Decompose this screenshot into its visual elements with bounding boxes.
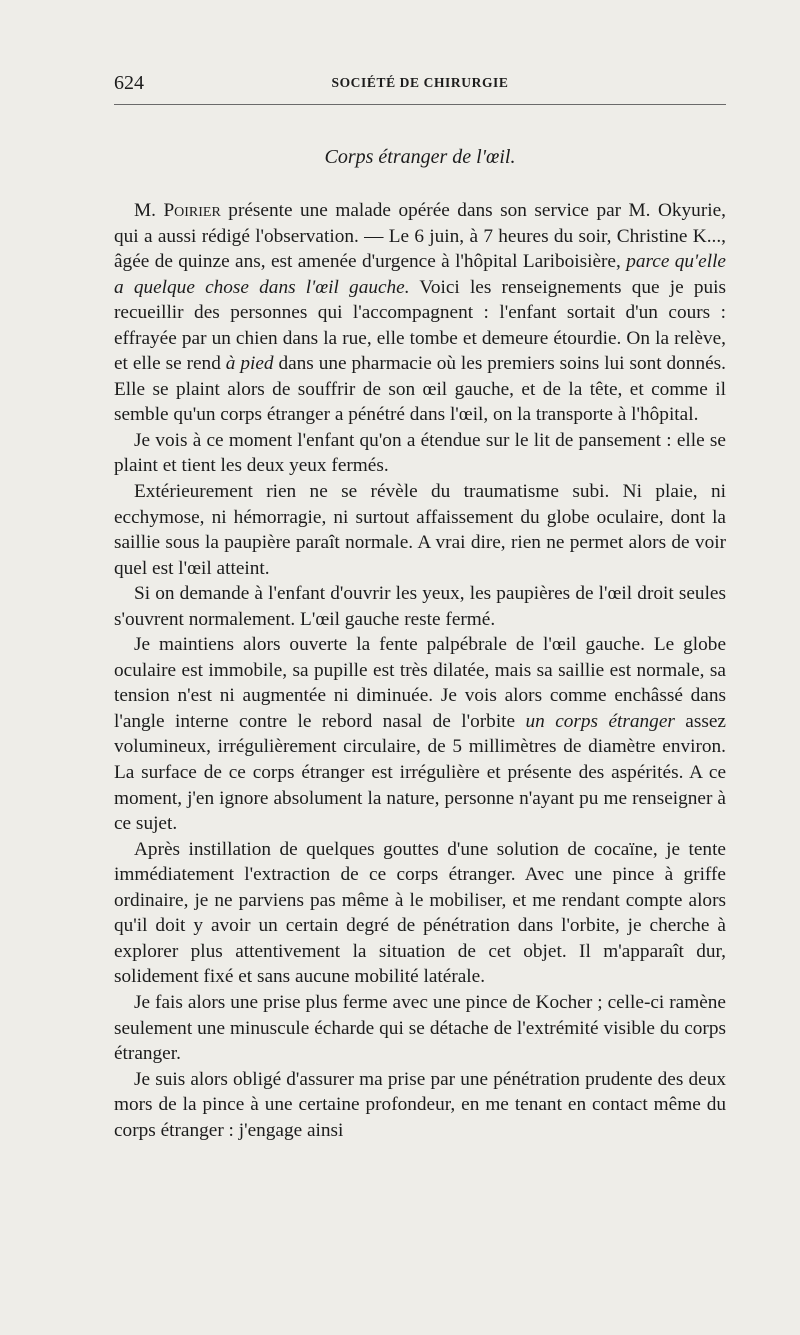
header-rule xyxy=(114,104,726,105)
paragraph-6: Après instillation de quelques gouttes d'une solution de cocaïne, je tente immédiatement l'extraction de ce corps étranger. Avec une pince à griffe ordinaire, je ne parviens pas même à le mobiliser, et me rendant compte alors qu'il doit y avoir un certain degré de pénétration dans l'orbite, je cherche à explorer plus attentivement la situation de cet objet. Il m'apparaît dur, solidement fixé et sans aucune mobilité latérale. xyxy=(114,838,726,988)
paragraph-1-text-d: dans une pharmacie où les premiers soins lui sont donnés. Elle se plaint alors de souffrir de son œil gauche, et de la tête, et comme il semble qu'un corps étranger a pénétré dans l'œil, on la transporte à l'hôpital. xyxy=(114,353,726,426)
body-text xyxy=(114,198,726,1143)
paragraph-5-italic: un corps étranger xyxy=(525,710,675,732)
paragraph-3: Extérieurement rien ne se révèle du traumatisme subi. Ni plaie, ni ecchymose, ni hémorragie, ni surtout affaissement du globe oculaire, dont la saillie sous la paupière paraît normale. A vrai dire, rien ne permet alors de voir quel est l'œil atteint. xyxy=(114,481,726,579)
section-title: Corps étranger de l'œil. xyxy=(324,146,516,168)
paragraph-1-text-a: M. xyxy=(134,200,164,221)
paragraph-5-text-a: Je maintiens alors ouverte la fente palpébrale de l'œil gauche. Le globe oculaire est immobile, sa pupille est très dilatée, mais sa saillie est normale, sa tension n'est ni augmentée ni diminuée. Je vois alors comme enchâssé dans l'angle interne contre le rebord nasal de l'orbite xyxy=(114,634,726,732)
paragraph-1-italic-b: à pied xyxy=(225,353,274,375)
paragraph-7: Je fais alors une prise plus ferme avec une pince de Kocher ; celle-ci ramène seulement une minuscule écharde qui se détache de l'extrémité visible du corps étranger. xyxy=(114,991,726,1065)
paragraph-1 xyxy=(114,198,726,428)
paragraph-5-text-b: assez volumineux, irrégulièrement circulaire, de 5 millimètres de diamètre environ. La surface de ce corps étranger est irrégulière et présente des aspérités. A ce moment, j'en ignore absolument la nature, personne n'ayant pu me renseigner à ce sujet. xyxy=(114,710,726,835)
paragraph-2: Je vois à ce moment l'enfant qu'on a étendue sur le lit de pansement : elle se plaint et tient les deux yeux fermés. xyxy=(114,429,726,477)
running-head xyxy=(114,70,726,98)
paragraph-1-text-c: Voici les renseignements que je puis recueillir des personnes qui l'accompagnent : l'enfant sortait d'un cours : effrayée par un chien dans la rue, elle tombe et demeure étourdie. On la relève, et elle se rend xyxy=(114,276,726,375)
paragraph-4: Si on demande à l'enfant d'ouvrir les yeux, les paupières de l'œil droit seules s'ouvrent normalement. L'œil gauche reste fermé. xyxy=(114,583,726,630)
paragraph-8: Je suis alors obligé d'assurer ma prise par une pénétration prudente des deux mors de la pince à une certaine profondeur, en me tenant en contact même du corps étranger : j'engage ainsi xyxy=(114,1068,726,1141)
paragraph-1-italic-a: parce qu'elle a quelque chose dans l'œil gauche. xyxy=(114,251,726,298)
paragraph-1-text-b: présente une malade opérée dans son service par M. Okyurie, qui a aussi rédigé l'observation. — Le 6 juin, à 7 heures du soir, Christine K..., âgée de quinze ans, est amenée d'urgence à l'hôpital Lariboisière, xyxy=(114,200,726,273)
author-name: Poirier xyxy=(163,200,221,221)
running-title: SOCIÉTÉ DE CHIRURGIE xyxy=(331,75,509,90)
page-number: 624 xyxy=(114,72,144,94)
paragraph-5 xyxy=(114,632,726,836)
